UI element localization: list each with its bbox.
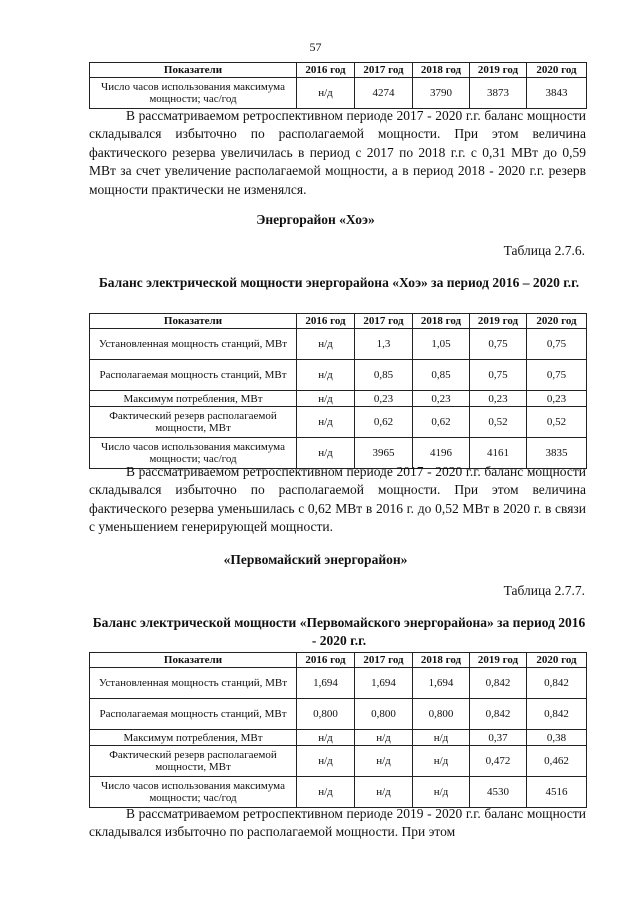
cell-2016: н/д <box>297 360 355 391</box>
cell-2020: 0,52 <box>527 407 587 438</box>
header-indicators: Показатели <box>90 314 297 329</box>
table-row <box>90 777 587 808</box>
cell-2020: 0,842 <box>527 699 587 730</box>
table-row <box>90 360 587 391</box>
row-label: Фактический резерв располагаемой мощности, МВт <box>90 746 297 777</box>
table-number-2-7-7: Таблица 2.7.7. <box>503 583 585 598</box>
cell-2016: н/д <box>297 407 355 438</box>
cell-2016: н/д <box>297 329 355 360</box>
cell-2017: 0,85 <box>355 360 413 391</box>
table-row <box>90 391 587 407</box>
header-2019: 2019 год <box>470 653 527 668</box>
cell-2019: 0,23 <box>470 391 527 407</box>
cell-2017: н/д <box>355 746 413 777</box>
header-2018: 2018 год <box>413 63 470 78</box>
header-2019: 2019 год <box>470 63 527 78</box>
row-label: Располагаемая мощность станций, МВт <box>90 699 297 730</box>
cell-2018: 4196 <box>413 438 470 469</box>
cell-2020: 3843 <box>527 78 587 109</box>
header-2020: 2020 год <box>527 63 587 78</box>
cell-2016: н/д <box>297 78 355 109</box>
cell-2019: 3873 <box>470 78 527 109</box>
cell-2016: н/д <box>297 730 355 746</box>
cell-2017: 1,694 <box>355 668 413 699</box>
cell-2019: 4530 <box>470 777 527 808</box>
cell-2019: 0,52 <box>470 407 527 438</box>
cell-2017: 4274 <box>355 78 413 109</box>
cell-2017: н/д <box>355 730 413 746</box>
cell-2020: 0,75 <box>527 360 587 391</box>
cell-2018: 0,85 <box>413 360 470 391</box>
cell-2017: 3965 <box>355 438 413 469</box>
cell-2019: 0,842 <box>470 668 527 699</box>
table-2-7-7 <box>89 652 587 808</box>
row-label: Максимум потребления, МВт <box>90 391 297 407</box>
cell-2018: 0,800 <box>413 699 470 730</box>
cell-2020: 0,38 <box>527 730 587 746</box>
header-indicators: Показатели <box>90 63 297 78</box>
cell-2019: 0,75 <box>470 329 527 360</box>
cell-2018: 3790 <box>413 78 470 109</box>
table-2-7-5-tail <box>89 62 587 109</box>
cell-2020: 3835 <box>527 438 587 469</box>
cell-2019: 0,37 <box>470 730 527 746</box>
header-2016: 2016 год <box>297 314 355 329</box>
paragraph-1: В рассматриваемом ретроспективном периоде 2017 - 2020 г.г. баланс мощности складывался избыточно по располагаемой мощности. При этом величина фактического резерва увеличилась в период с 2017 по 2018 г.г. с 0,31 МВт до 0,59 МВт за счет увеличение располагаемой мощности, а в период 2018 - 2020 г.г. резерв мощности практически не изменялся. <box>89 108 586 197</box>
cell-2016: н/д <box>297 746 355 777</box>
table-row <box>90 699 587 730</box>
table-row <box>90 78 587 109</box>
paragraph-2: В рассматриваемом ретроспективном периоде 2017 - 2020 г.г. баланс мощности складывался избыточно по располагаемой мощности. При этом величина фактического резерва уменьшилась с 0,62 МВт в 2016 г. до 0,52 МВт в 2020 г. в связи с уменьшением генерирующей мощности. <box>89 464 586 535</box>
header-2020: 2020 год <box>527 314 587 329</box>
cell-2016: н/д <box>297 438 355 469</box>
cell-2018: 1,694 <box>413 668 470 699</box>
header-2018: 2018 год <box>413 653 470 668</box>
header-indicators: Показатели <box>90 653 297 668</box>
cell-2019: 0,842 <box>470 699 527 730</box>
page-number: 57 <box>309 40 322 54</box>
cell-2017: 0,800 <box>355 699 413 730</box>
row-label: Установленная мощность станций, МВт <box>90 329 297 360</box>
cell-2020: 0,462 <box>527 746 587 777</box>
cell-2019: 0,75 <box>470 360 527 391</box>
cell-2018: н/д <box>413 746 470 777</box>
section-title-pervomaysky: «Первомайский энергорайон» <box>223 552 408 567</box>
cell-2016: н/д <box>297 777 355 808</box>
header-2017: 2017 год <box>355 63 413 78</box>
header-2017: 2017 год <box>355 314 413 329</box>
cell-2020: 0,842 <box>527 668 587 699</box>
header-2020: 2020 год <box>527 653 587 668</box>
row-label: Число часов использования максимума мощности; час/год <box>90 78 297 109</box>
table-number-2-7-6: Таблица 2.7.6. <box>503 243 585 258</box>
paragraph-3: В рассматриваемом ретроспективном периоде 2019 - 2020 г.г. баланс мощности складывался избыточно по располагаемой мощности. При этом <box>89 806 586 840</box>
cell-2018: н/д <box>413 730 470 746</box>
table-header-row <box>90 653 587 668</box>
cell-2018: н/д <box>413 777 470 808</box>
cell-2019: 0,472 <box>470 746 527 777</box>
cell-2016: н/д <box>297 391 355 407</box>
table-caption-2-7-6: Баланс электрической мощности энергорайона «Хоэ» за период 2016 – 2020 г.г. <box>98 275 580 290</box>
cell-2016: 1,694 <box>297 668 355 699</box>
row-label: Число часов использования максимума мощности; час/год <box>90 438 297 469</box>
cell-2018: 0,23 <box>413 391 470 407</box>
header-2019: 2019 год <box>470 314 527 329</box>
section-title-khoe: Энергорайон «Хоэ» <box>256 212 375 227</box>
header-2016: 2016 год <box>297 653 355 668</box>
cell-2017: 0,62 <box>355 407 413 438</box>
row-label: Максимум потребления, МВт <box>90 730 297 746</box>
table-header-row <box>90 63 587 78</box>
table-row <box>90 668 587 699</box>
table-row <box>90 407 587 438</box>
table-row <box>90 730 587 746</box>
table-caption-2-7-7: Баланс электрической мощности «Первомайского энергорайона» за период 2016 - 2020 г.г. <box>92 615 586 648</box>
table-2-7-6 <box>89 313 587 469</box>
row-label: Располагаемая мощность станций, МВт <box>90 360 297 391</box>
header-2018: 2018 год <box>413 314 470 329</box>
cell-2016: 0,800 <box>297 699 355 730</box>
cell-2017: н/д <box>355 777 413 808</box>
cell-2017: 1,3 <box>355 329 413 360</box>
header-2017: 2017 год <box>355 653 413 668</box>
table-row <box>90 329 587 360</box>
cell-2017: 0,23 <box>355 391 413 407</box>
row-label: Число часов использования максимума мощности; час/год <box>90 777 297 808</box>
header-2016: 2016 год <box>297 63 355 78</box>
row-label: Установленная мощность станций, МВт <box>90 668 297 699</box>
table-row <box>90 746 587 777</box>
cell-2018: 1,05 <box>413 329 470 360</box>
cell-2020: 0,23 <box>527 391 587 407</box>
row-label: Фактический резерв располагаемой мощности, МВт <box>90 407 297 438</box>
table-header-row <box>90 314 587 329</box>
cell-2020: 4516 <box>527 777 587 808</box>
cell-2018: 0,62 <box>413 407 470 438</box>
cell-2019: 4161 <box>470 438 527 469</box>
cell-2020: 0,75 <box>527 329 587 360</box>
